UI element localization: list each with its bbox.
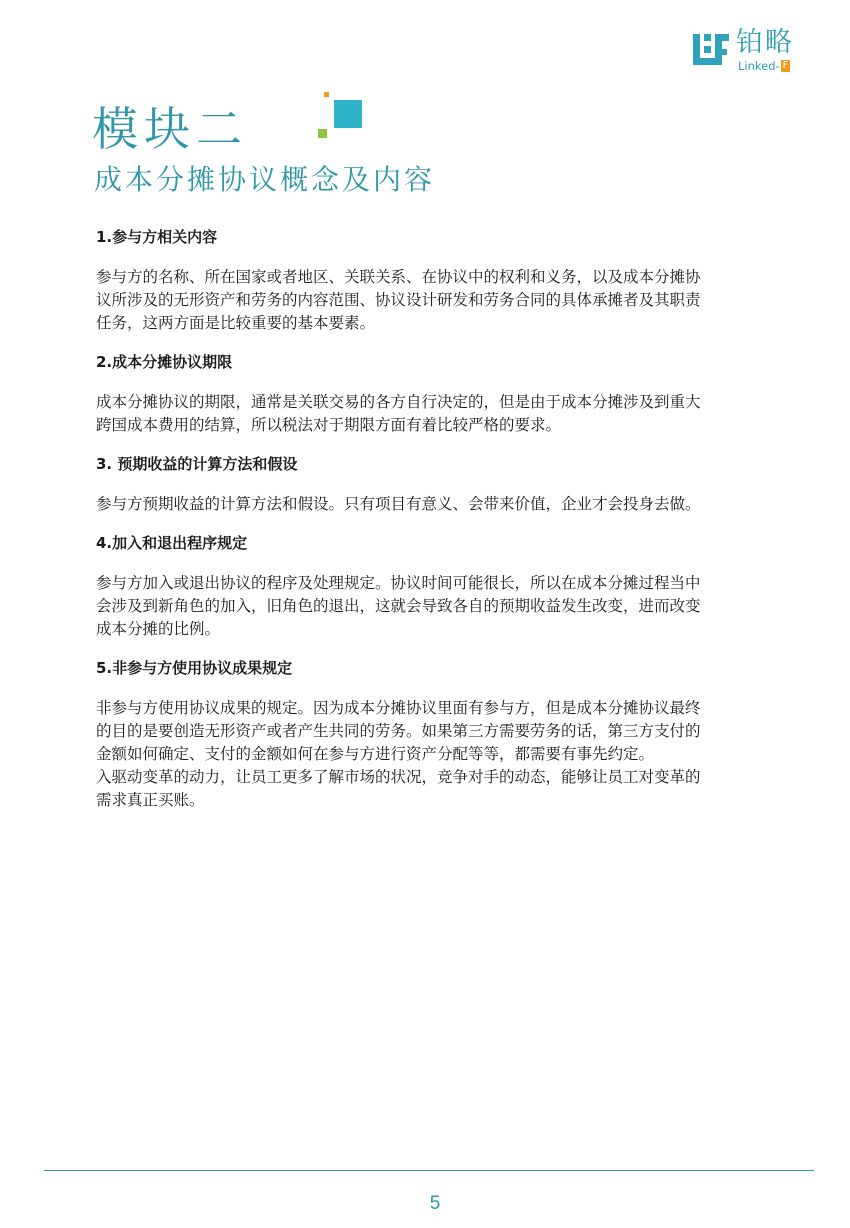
page-number: 5 xyxy=(429,1193,441,1214)
logo-name-en xyxy=(738,60,790,73)
decorative-squares-icon xyxy=(318,92,366,144)
section-paragraph xyxy=(96,572,786,641)
section-heading: 5.非参与方使用协议成果规定 xyxy=(96,659,293,677)
paragraph-line: 成本分摊协议的期限，通常是关联交易的各方自行决定的，但是由于成本分摊涉及到重大 xyxy=(96,393,701,411)
section-heading: 1.参与方相关内容 xyxy=(96,228,218,246)
logo-name-en-text: Linked- xyxy=(738,59,780,73)
paragraph-line: 参与方预期收益的计算方法和假设。只有项目有意义、会带来价值，企业才会投身去做。 xyxy=(96,495,701,513)
section-paragraph xyxy=(96,493,786,516)
paragraph-line: 成本分摊的比例。 xyxy=(96,620,221,638)
section-participants xyxy=(96,226,786,335)
document-body xyxy=(96,226,786,828)
logo-name-cn: 铂略 xyxy=(736,27,794,58)
paragraph-line: 入驱动变革的动力，让员工更多了解市场的状况，竞争对手的动态，能够让员工对变革的 xyxy=(96,768,701,786)
section-heading: 2.成本分摊协议期限 xyxy=(96,353,233,371)
paragraph-line: 议所涉及的无形资产和劳务的内容范围、协议设计研发和劳务合同的具体承摊者及其职责 xyxy=(96,291,701,309)
paragraph-line: 非参与方使用协议成果的规定。因为成本分摊协议里面有参与方，但是成本分摊协议最终 xyxy=(96,699,701,717)
page-title: 模块二 xyxy=(92,102,248,156)
paragraph-line: 的目的是要创造无形资产或者产生共同的劳务。如果第三方需要劳务的话，第三方支付的 xyxy=(96,722,701,740)
paragraph-line: 跨国成本费用的结算，所以税法对于期限方面有着比较严格的要求。 xyxy=(96,416,562,434)
section-paragraph xyxy=(96,697,786,812)
paragraph-line: 需求真正买账。 xyxy=(96,791,205,809)
footer-divider xyxy=(44,1170,814,1171)
logo-name-en-box: F xyxy=(782,60,789,71)
brand-logo xyxy=(692,27,812,74)
section-expected-benefits xyxy=(96,453,786,516)
section-entry-exit xyxy=(96,532,786,641)
logo-mark-icon xyxy=(692,32,730,72)
section-heading: 4.加入和退出程序规定 xyxy=(96,534,248,552)
page-subtitle: 成本分摊协议概念及内容 xyxy=(94,163,436,196)
paragraph-line: 金额如何确定、支付的金额如何在参与方进行资产分配等等，都需要有事先约定。 xyxy=(96,745,655,763)
section-term xyxy=(96,351,786,437)
paragraph-line: 参与方的名称、所在国家或者地区、关联关系、在协议中的权利和义务，以及成本分摊协 xyxy=(96,268,701,286)
section-heading: 3. 预期收益的计算方法和假设 xyxy=(96,455,298,473)
section-paragraph xyxy=(96,266,786,335)
section-paragraph xyxy=(96,391,786,437)
paragraph-line: 会涉及到新角色的加入，旧角色的退出，这就会导致各自的预期收益发生改变，进而改变 xyxy=(96,597,701,615)
paragraph-line: 任务，这两方面是比较重要的基本要素。 xyxy=(96,314,376,332)
paragraph-line: 参与方加入或退出协议的程序及处理规定。协议时间可能很长，所以在成本分摊过程当中 xyxy=(96,574,701,592)
section-non-participants xyxy=(96,657,786,812)
